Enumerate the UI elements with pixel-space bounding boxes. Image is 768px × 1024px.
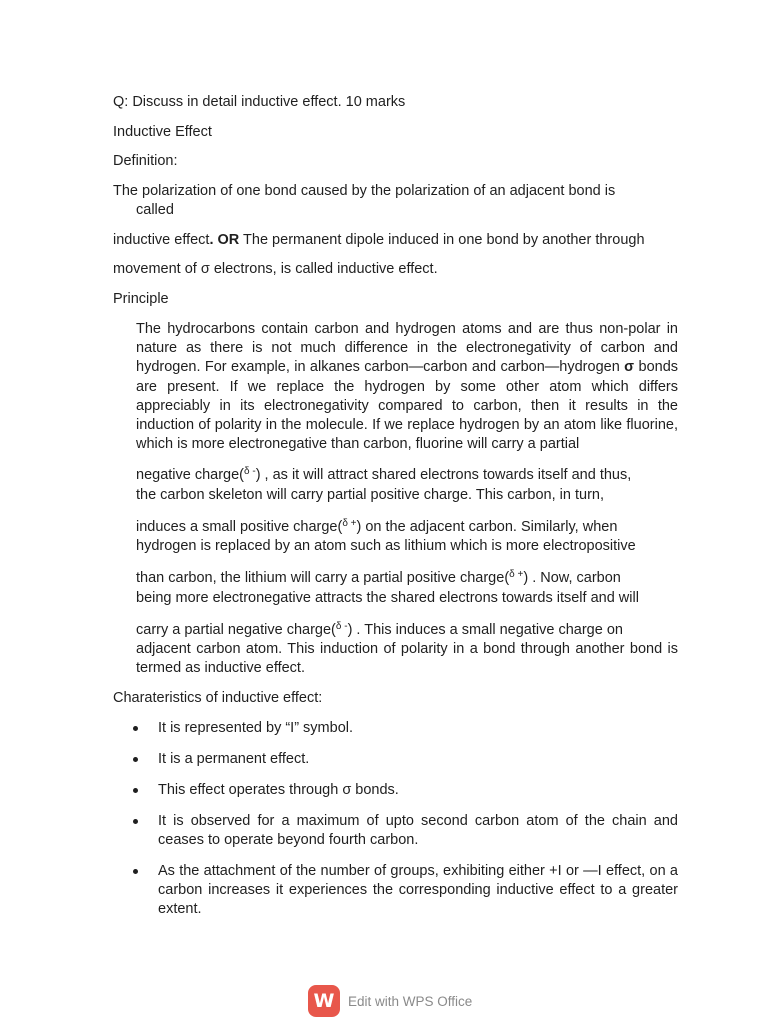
principle-paragraph <box>136 320 678 454</box>
sigma-symbol: σ <box>624 359 635 376</box>
principle-text-2: bonds are present. If we replace the hydrogen by some other atom which differs appreciably in its electronegativity compared to carbon, then it results in the induction of polarity in the molecule. If we replace hydrogen by an atom like fluorine, which is more electronegative than carbon, fluorine will carry a partial <box>136 359 679 453</box>
principle-line-5 <box>136 565 678 588</box>
text: adjacent carbon atom. This induction of polarity in a bond through another bond is termed as inductive effect. <box>136 641 678 677</box>
wps-edit-label: Edit with WPS Office <box>348 993 473 1009</box>
definition-line2-rest: The permanent dipole induced in one bond by another through <box>239 232 645 248</box>
principle-line-2 <box>136 486 678 505</box>
bullet-icon <box>133 869 138 874</box>
principle-line-6 <box>136 589 678 608</box>
principle-body <box>136 320 678 454</box>
definition-or: OR <box>213 232 240 248</box>
text: ) on the adjacent carbon. Similarly, when <box>356 519 618 535</box>
principle-line-7 <box>136 617 678 640</box>
bullet-icon <box>133 726 138 731</box>
list-item <box>130 862 678 919</box>
bullet-icon <box>133 788 138 793</box>
principle-line-4 <box>136 537 678 556</box>
text: induces a small positive charge( <box>136 519 343 535</box>
definition-line2-start: inductive effect <box>113 232 210 248</box>
principle-text-1: The hydrocarbons contain carbon and hydrogen atoms and are thus non-polar in nature as there is not much difference in the electronegativity of carbon and hydrogen. For example, in alkanes carbon—carbon and carbon—hydrogen <box>136 321 678 376</box>
definition-text-cont: called <box>136 202 174 218</box>
text: As the attachment of the number of groups, exhibiting either +I or —I effect, on a carbon increases it experiences the corresponding inductive effect to a greater extent. <box>158 863 678 917</box>
text: being more electronegative attracts the shared electrons towards itself and will <box>136 590 639 606</box>
wps-edit-banner[interactable] <box>308 984 472 1018</box>
text: than carbon, the lithium will carry a partial positive charge( <box>136 570 510 586</box>
text: It is a permanent effect. <box>158 751 310 767</box>
list-item <box>130 719 678 738</box>
principle-line-3 <box>136 514 678 537</box>
text: ) . This induces a small negative charge on <box>347 622 623 638</box>
definition-line-3: movement of σ electrons, is called inductive effect. <box>113 261 438 277</box>
delta-plus: δ + <box>509 569 524 580</box>
definition-line2-dot: . <box>209 232 214 248</box>
text: It is represented by “I” symbol. <box>158 720 354 736</box>
text: the carbon skeleton will carry partial positive charge. This carbon, in turn, <box>136 487 604 503</box>
definition-line-1 <box>113 182 678 220</box>
bullet-icon <box>133 819 138 824</box>
text: carry a partial negative charge( <box>136 622 336 638</box>
text: It is observed for a maximum of upto second carbon atom of the chain and ceases to operate beyond fourth carbon. <box>158 813 678 848</box>
text: negative charge( <box>136 467 245 483</box>
list-item <box>130 750 678 769</box>
text: ) . Now, carbon <box>523 570 621 586</box>
question-title: Q: Discuss in detail inductive effect. 10 marks <box>113 94 406 110</box>
heading-inductive-effect: Inductive Effect <box>113 124 212 140</box>
text: ) , as it will attract shared electrons towards itself and thus, <box>255 467 632 483</box>
principle-line-1 <box>136 462 678 485</box>
list-item <box>130 812 678 850</box>
principle-label: Principle <box>113 291 169 307</box>
bullet-icon <box>133 757 138 762</box>
principle-line-8 <box>136 640 678 678</box>
definition-label: Definition: <box>113 153 178 169</box>
list-item <box>130 781 678 800</box>
characteristics-label: Charateristics of inductive effect: <box>113 690 323 706</box>
delta-minus: δ - <box>335 621 348 632</box>
characteristics-list <box>130 719 678 919</box>
delta-minus: δ - <box>244 466 256 477</box>
delta-plus: δ + <box>342 518 357 529</box>
wps-logo-icon: W <box>308 985 340 1017</box>
definition-text: The polarization of one bond caused by the polarization of an adjacent bond is <box>113 183 616 199</box>
definition-line-2 <box>113 231 645 250</box>
text: This effect operates through σ bonds. <box>158 782 399 798</box>
text: hydrogen is replaced by an atom such as lithium which is more electropositive <box>136 538 636 554</box>
